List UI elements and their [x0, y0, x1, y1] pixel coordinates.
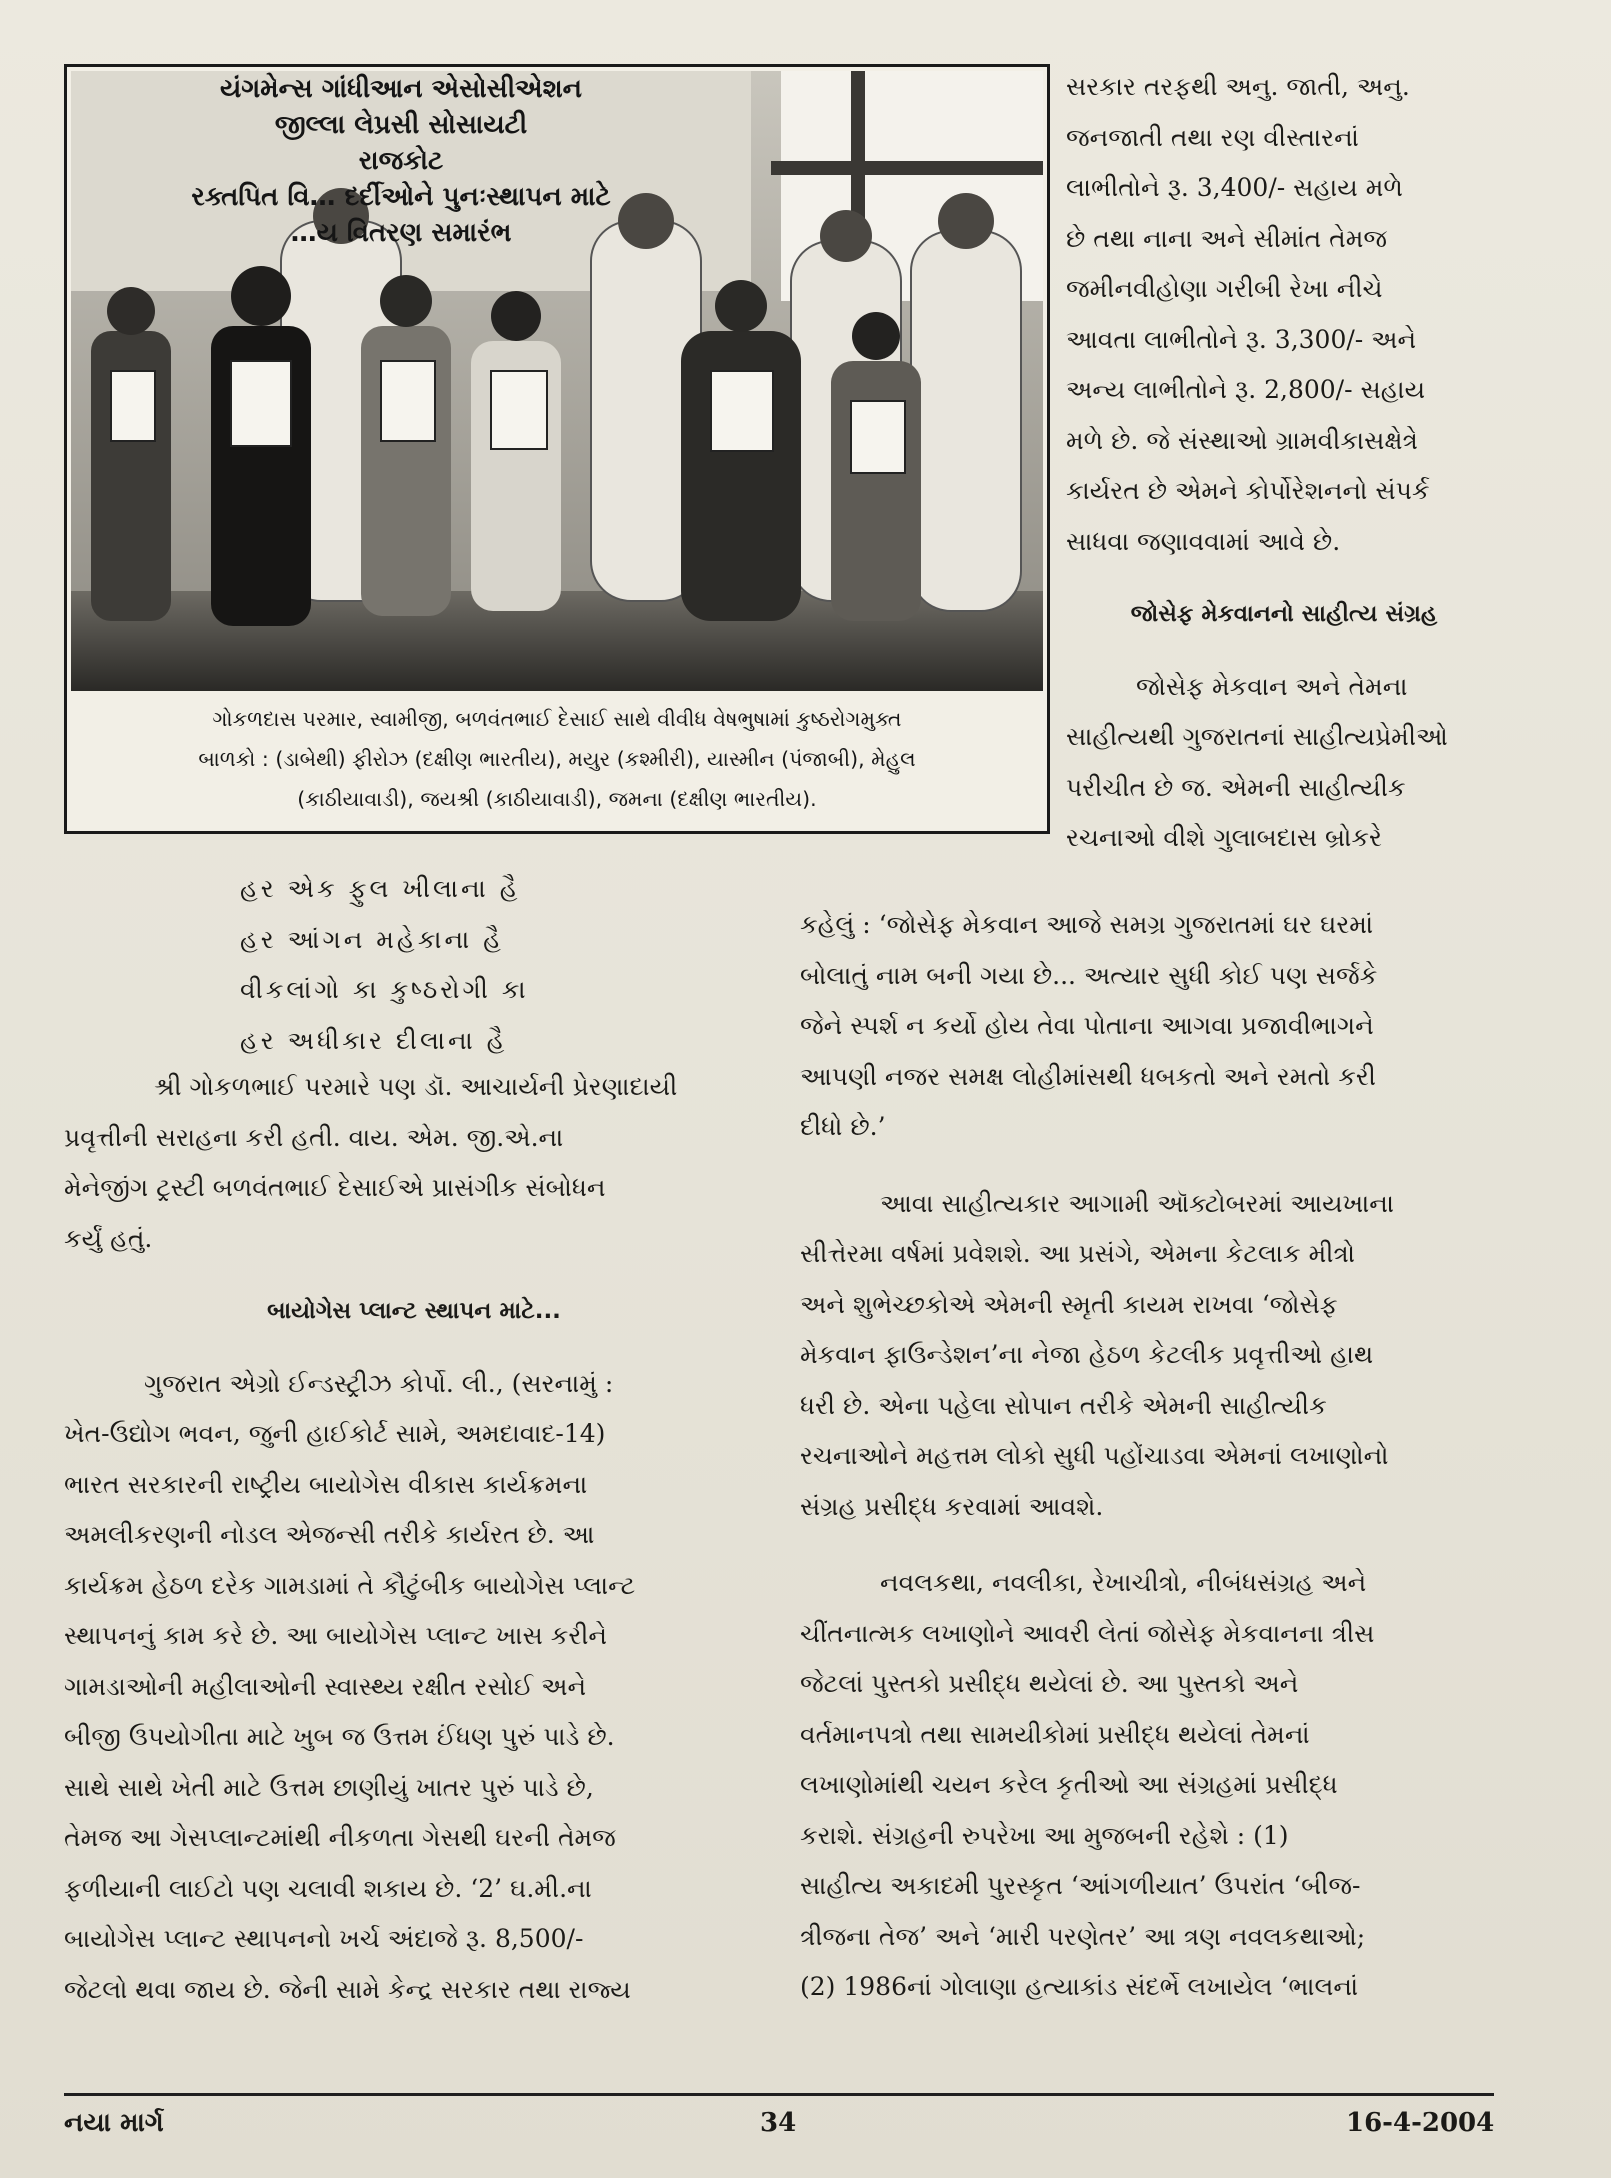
- text-line: મેનેજીંગ ટ્રસ્ટી બળવંતભાઈ દેસાઈએ પ્રાસંગીક સંબોધન: [64, 1173, 606, 1202]
- text-line: સીત્તેરમા વર્ષમાં પ્રવેશશે. આ પ્રસંગે, એમના કેટલાક મીત્રો: [800, 1239, 1355, 1268]
- text-line: રચનાઓ વીશે ગુલાબદાસ બ્રોકરે: [1066, 823, 1382, 852]
- banner-line: રક્તપિત વિ… દર્દીઓને પુનઃસ્થાપન માટે: [191, 182, 611, 212]
- text-line: કાર્યરત છે એમને કોર્પોરેશનનો સંપર્ક: [1066, 476, 1430, 505]
- poem-line: હર એક ફુલ ખીલાના હૈ: [240, 874, 521, 903]
- text-line: મળે છે. જે સંસ્થાઓ ગ્રામવીકાસક્ષેત્રે: [1066, 425, 1418, 455]
- text-line: ત્રીજના તેજ’ અને ‘મારી પરણેતર’ આ ત્રણ નવલકથાઓ;: [800, 1921, 1366, 1951]
- text-line: મેકવાન ફાઉન્ડેશન’ના નેજા હેઠળ કેટલીક પ્રવૃત્તીઓ હાથ: [800, 1340, 1374, 1369]
- poem: [240, 864, 600, 1066]
- text-line: રચનાઓને મહત્તમ લોકો સુધી પહોંચાડવા એમનાં લખાણોનો: [800, 1441, 1389, 1470]
- text-line: પરીચીત છે જ. એમની સાહીત્યીક: [1066, 772, 1406, 802]
- poem-line: હર આંગન મહેકાના હૈ: [240, 924, 504, 954]
- banner-line: યંગમેન્સ ગાંધીઆન એસોસીએશન: [220, 74, 582, 104]
- text-line: સરકાર તરફથી અનુ. જાતી, અનુ.: [1066, 72, 1410, 101]
- banner-line: રાજકોટ: [358, 146, 444, 176]
- photo-caption: [87, 699, 1027, 819]
- caption-line: (કાઠીયાવાડી), જયશ્રી (કાઠીયાવાડી), જમના (દક્ષીણ ભારતીય).: [297, 787, 817, 811]
- text-line: જેને સ્પર્શ ન કર્યો હોય તેવા પોતાના આગવા પ્રજાવીભાગને: [800, 1011, 1374, 1040]
- text-line: કર્યું હતું.: [64, 1223, 153, 1253]
- text-line: જોસેફ મેકવાન અને તેમના: [1136, 671, 1408, 701]
- right-column-lower: [800, 900, 1500, 2013]
- text-line: દીધો છે.’: [800, 1112, 886, 1141]
- text-line: ગુજરાત એગ્રો ઈન્ડસ્ટ્રીઝ કોર્પો. લી., (સરનામું :: [144, 1368, 614, 1398]
- text-line: સ્થાપનનું કામ કરે છે. આ બાયોગેસ પ્લાન્ટ ખાસ કરીને: [64, 1621, 608, 1650]
- caption-line: બાળકો : (ડાબેથી) ફીરોઝ (દક્ષીણ ભારતીય), મયુર (કશ્મીરી), યાસ્મીન (પંજાબી), મેહુલ: [198, 747, 916, 771]
- text-line: લાભીતોને રૂ. 3,400/- સહાય મળે: [1066, 173, 1403, 202]
- text-line: આપણી નજર સમક્ષ લોહીમાંસથી ધબકતો અને રમતો કરી: [800, 1061, 1376, 1091]
- text-line: તેમજ આ ગેસપ્લાન્ટમાંથી નીકળતા ગેસથી ઘરની તેમજ: [64, 1823, 616, 1852]
- text-line: જનજાતી તથા રણ વીસ્તારનાં: [1066, 122, 1359, 152]
- text-line: ફળીયાની લાઈટો પણ ચલાવી શકાય છે. ‘2’ ઘ.મી.ના: [64, 1873, 592, 1903]
- text-line: બોલાતું નામ બની ગયા છે... અત્યાર સુધી કોઈ પણ સર્જકે: [800, 960, 1378, 990]
- text-line: ધરી છે. એના પહેલા સોપાન તરીકે એમની સાહીત્યીક: [800, 1390, 1327, 1420]
- text-line: સાથે સાથે ખેતી માટે ઉત્તમ છાણીયું ખાતર પુરું પાડે છે,: [64, 1772, 594, 1802]
- text-line: આવા સાહીત્યકાર આગામી ઑક્ટોબરમાં આયખાના: [880, 1188, 1395, 1218]
- photo-figure: [64, 64, 1050, 834]
- text-line: આવતા લાભીતોને રૂ. 3,300/- અને: [1066, 324, 1417, 354]
- text-line: જેટલો થવા જાય છે. જેની સામે કેન્દ્ર સરકાર તથા રાજ્ય: [64, 1974, 631, 2004]
- left-column: [64, 1062, 764, 2015]
- text-line: ખેત-ઉદ્યોગ ભવન, જુની હાઈકોર્ટ સામે, અમદાવાદ-14): [64, 1419, 606, 1448]
- text-line: છે તથા નાના અને સીમાંત તેમજ: [1066, 223, 1388, 253]
- poem-line: હર અધીકાર દીલાના હૈ: [240, 1025, 508, 1055]
- text-line: કાર્યક્રમ હેઠળ દરેક ગામડામાં તે કૌટુંબીક બાયોગેસ પ્લાન્ટ: [64, 1570, 636, 1600]
- text-line: ભારત સરકારની રાષ્ટ્રીય બાયોગેસ વીકાસ કાર્યક્રમના: [64, 1469, 588, 1499]
- right-column-top: [1066, 62, 1502, 864]
- text-line: અમલીકરણની નોડલ એજન્સી તરીકે કાર્યરત છે. આ: [64, 1520, 595, 1549]
- footer-page-number: 34: [760, 2108, 797, 2138]
- text-line: કરાશે. સંગ્રહની રુપરેખા આ મુજબની રહેશે : (1): [800, 1820, 1289, 1850]
- section-heading-biogas: બાયોગેસ પ્લાન્ટ સ્થાપન માટે...: [267, 1298, 561, 1324]
- photo-banner: [71, 71, 731, 251]
- footer-rule: [64, 2093, 1494, 2096]
- text-line: જમીનવીહોણા ગરીબી રેખા નીચે: [1066, 274, 1383, 303]
- text-line: અને શુભેચ્છકોએ એમની સ્મૃતી કાયમ રાખવા ‘જોસેફ: [800, 1289, 1338, 1319]
- text-line: અન્ય લાભીતોને રૂ. 2,800/- સહાય: [1066, 375, 1426, 404]
- text-line: જેટલાં પુસ્તકો પ્રસીદ્ધ થયેલાં છે. આ પુસ્તકો અને: [800, 1669, 1299, 1698]
- text-line: કહેલું : ‘જોસેફ મેકવાન આજે સમગ્ર ગુજરાતમાં ઘર ઘરમાં: [800, 910, 1374, 939]
- text-line: બીજી ઉપયોગીતા માટે ખુબ જ ઉત્તમ ઈંધણ પુરું પાડે છે.: [64, 1722, 615, 1751]
- text-line: ચીંતનાત્મક લખાણોને આવરી લેતાં જોસેફ મેકવાનના ત્રીસ: [800, 1618, 1375, 1648]
- banner-line: …ય વિતરણ સમારંભ: [290, 218, 512, 248]
- banner-line: જીલ્લા લેપ્રસી સોસાયટી: [274, 110, 528, 140]
- text-line: શ્રી ગોકળભાઈ પરમારે પણ ડૉ. આચાર્યની પ્રેરણાદાયી: [154, 1072, 678, 1101]
- text-line: નવલકથા, નવલીકા, રેખાચીત્રો, નીબંધસંગ્રહ અને: [880, 1568, 1367, 1597]
- footer-magazine-name: નયા માર્ગ: [64, 2108, 164, 2138]
- text-line: સાહીત્યથી ગુજરાતનાં સાહીત્યપ્રેમીઓ: [1066, 722, 1448, 751]
- text-line: સંગ્રહ પ્રસીદ્ધ કરવામાં આવશે.: [800, 1491, 1104, 1521]
- text-line: બાયોગેસ પ્લાન્ટ સ્થાપનનો ખર્ચ અંદાજે રૂ. 8,500/-: [64, 1924, 584, 1953]
- footer-date: 16-4-2004: [1346, 2108, 1495, 2138]
- text-line: સાધવા જણાવવામાં આવે છે.: [1066, 526, 1341, 556]
- section-heading-josef: જોસેફ મેકવાનનો સાહીત્ય સંગ્રહ: [1130, 601, 1438, 627]
- text-line: (2) 1986નાં ગોલાણા હત્યાકાંડ સંદર્ભે લખાયેલ ‘ભાલનાં: [800, 1972, 1359, 2001]
- text-line: ગામડાઓની મહીલાઓની સ્વાસ્થ્ય રક્ષીત રસોઈ અને: [64, 1671, 587, 1701]
- text-line: સાહીત્ય અકાદમી પુરસ્કૃત ‘આંગળીયાત’ ઉપરાંત ‘બીજ-: [800, 1871, 1361, 1900]
- text-line: લખાણોમાંથી ચયન કરેલ કૃતીઓ આ સંગ્રહમાં પ્રસીદ્ધ: [800, 1770, 1338, 1799]
- event-photo: [71, 71, 1043, 691]
- text-line: વર્તમાનપત્રો તથા સામયીકોમાં પ્રસીદ્ધ થયેલાં તેમનાં: [800, 1719, 1310, 1749]
- text-line: પ્રવૃત્તીની સરાહના કરી હતી. વાય. એમ. જી.એ.ના: [64, 1122, 564, 1152]
- caption-line: ગોકળદાસ પરમાર, સ્વામીજી, બળવંતભાઈ દેસાઈ સાથે વીવીધ વેષભુષામાં કુષ્ઠરોગમુક્ત: [212, 707, 902, 731]
- poem-line: વીકલાંગો કા કુષ્ઠરોગી કા: [240, 975, 529, 1004]
